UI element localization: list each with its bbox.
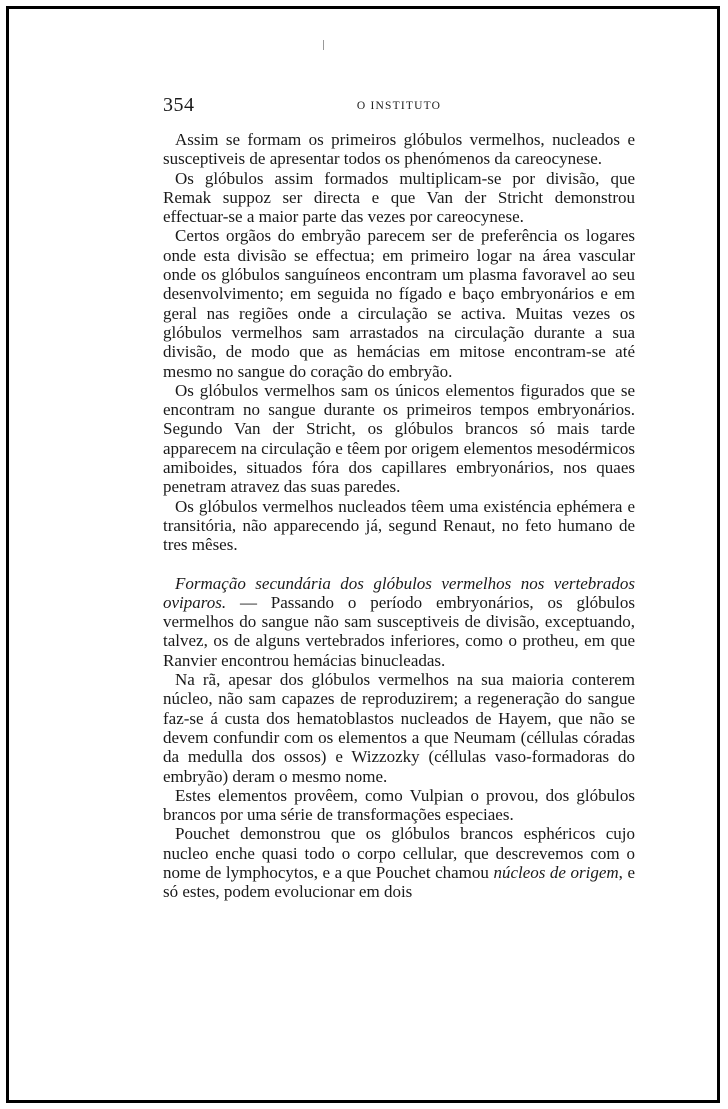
- paragraph: Os glóbulos vermelhos sam os únicos elementos figurados que se encontram no sangue durante os primeiros tempos embryonários. Segundo Van der Stricht, os glóbulos brancos só mais tarde apparecem na circulação e têem por origem elementos mesodérmicos amiboides, situados fóra dos capillares embryonários, nos quaes penetram atravez das suas paredes.: [163, 380, 636, 497]
- paragraph: Os glóbulos vermelhos nucleados têem uma existéncia ephémera e transitória, não apparecendo já, segund Renaut, no feto humano de tres mêses.: [163, 496, 635, 555]
- section-heading-dash: —: [226, 592, 271, 612]
- page-number: 354: [163, 94, 195, 116]
- section-heading-paragraph: [163, 574, 635, 670]
- paragraph-last: [163, 824, 635, 901]
- italic-term: núcleos de origem: [493, 862, 619, 882]
- section-heading-text: Passando o período embryonários, os glóbulos vermelhos do sangue não sam susceptiveis de divisão, exceptuando, talvez, os de alguns vertebrados inferiores, como o protheu, em que Ranvier encontrou hemácias binucleadas.: [163, 592, 636, 670]
- body-text: [163, 130, 635, 902]
- journal-title: O INSTITUTO: [356, 100, 442, 112]
- paragraph: Certos orgãos do embryão parecem ser de preferência os logares onde esta divisão se effectua; em primeiro logar na área vascular onde os glóbulos sanguíneos encontram um plasma favoravel ao seu desenvolvimento; em seguida no fígado e baço embryonários e em geral nas regiões onde a circulação se activa. Muitas vezes os glóbulos vermelhos sam arrastados na circulação durante a sua divisão, de modo que as hemácias em mitose encontram-se até mesmo no sangue do coração do embryão.: [163, 226, 635, 381]
- paragraph: Os glóbulos assim formados multiplicam-se por divisão, que Remak suppoz ser directa e que Van der Stricht demonstrou effectuar-se a maior parte das vezes por careocynese.: [163, 168, 635, 227]
- paragraph: Na rã, apesar dos glóbulos vermelhos na sua maioria conterem núcleo, não sam capazes de reproduzirem; a regeneração do sangue faz-se á custa dos hematoblastos nucleados de Hayem, que não se devem confundir com os elementos a que Neumam (céllulas córadas da medulla dos ossos) e Wizzozky (céllulas vaso-formadoras do embryão) deram o mesmo nome.: [163, 670, 635, 786]
- gutter-mark: [323, 40, 324, 50]
- running-header: [163, 94, 635, 122]
- paragraph-text: Pouchet demonstrou que os glóbulos brancos esphéricos cujo nucleo enche quasi todo o corpo cellular, que descrevemos com o nome de lymphocytos, e a que Pouchet chamou: [163, 824, 635, 882]
- paragraph-text: , e só estes, podem evolucionar em dois: [163, 862, 635, 902]
- paragraph: Assim se formam os primeiros glóbulos vermelhos, nucleados e susceptiveis de apresentar todos os phenómenos da careocynese.: [163, 130, 635, 169]
- paragraph: Estes elementos provêem, como Vulpian o provou, dos glóbulos brancos por uma série de transformações especiaes.: [163, 785, 635, 825]
- book-page: [163, 94, 635, 902]
- section-heading: Formação secundária dos glóbulos vermelhos nos vertebrados oviparos.: [163, 573, 635, 612]
